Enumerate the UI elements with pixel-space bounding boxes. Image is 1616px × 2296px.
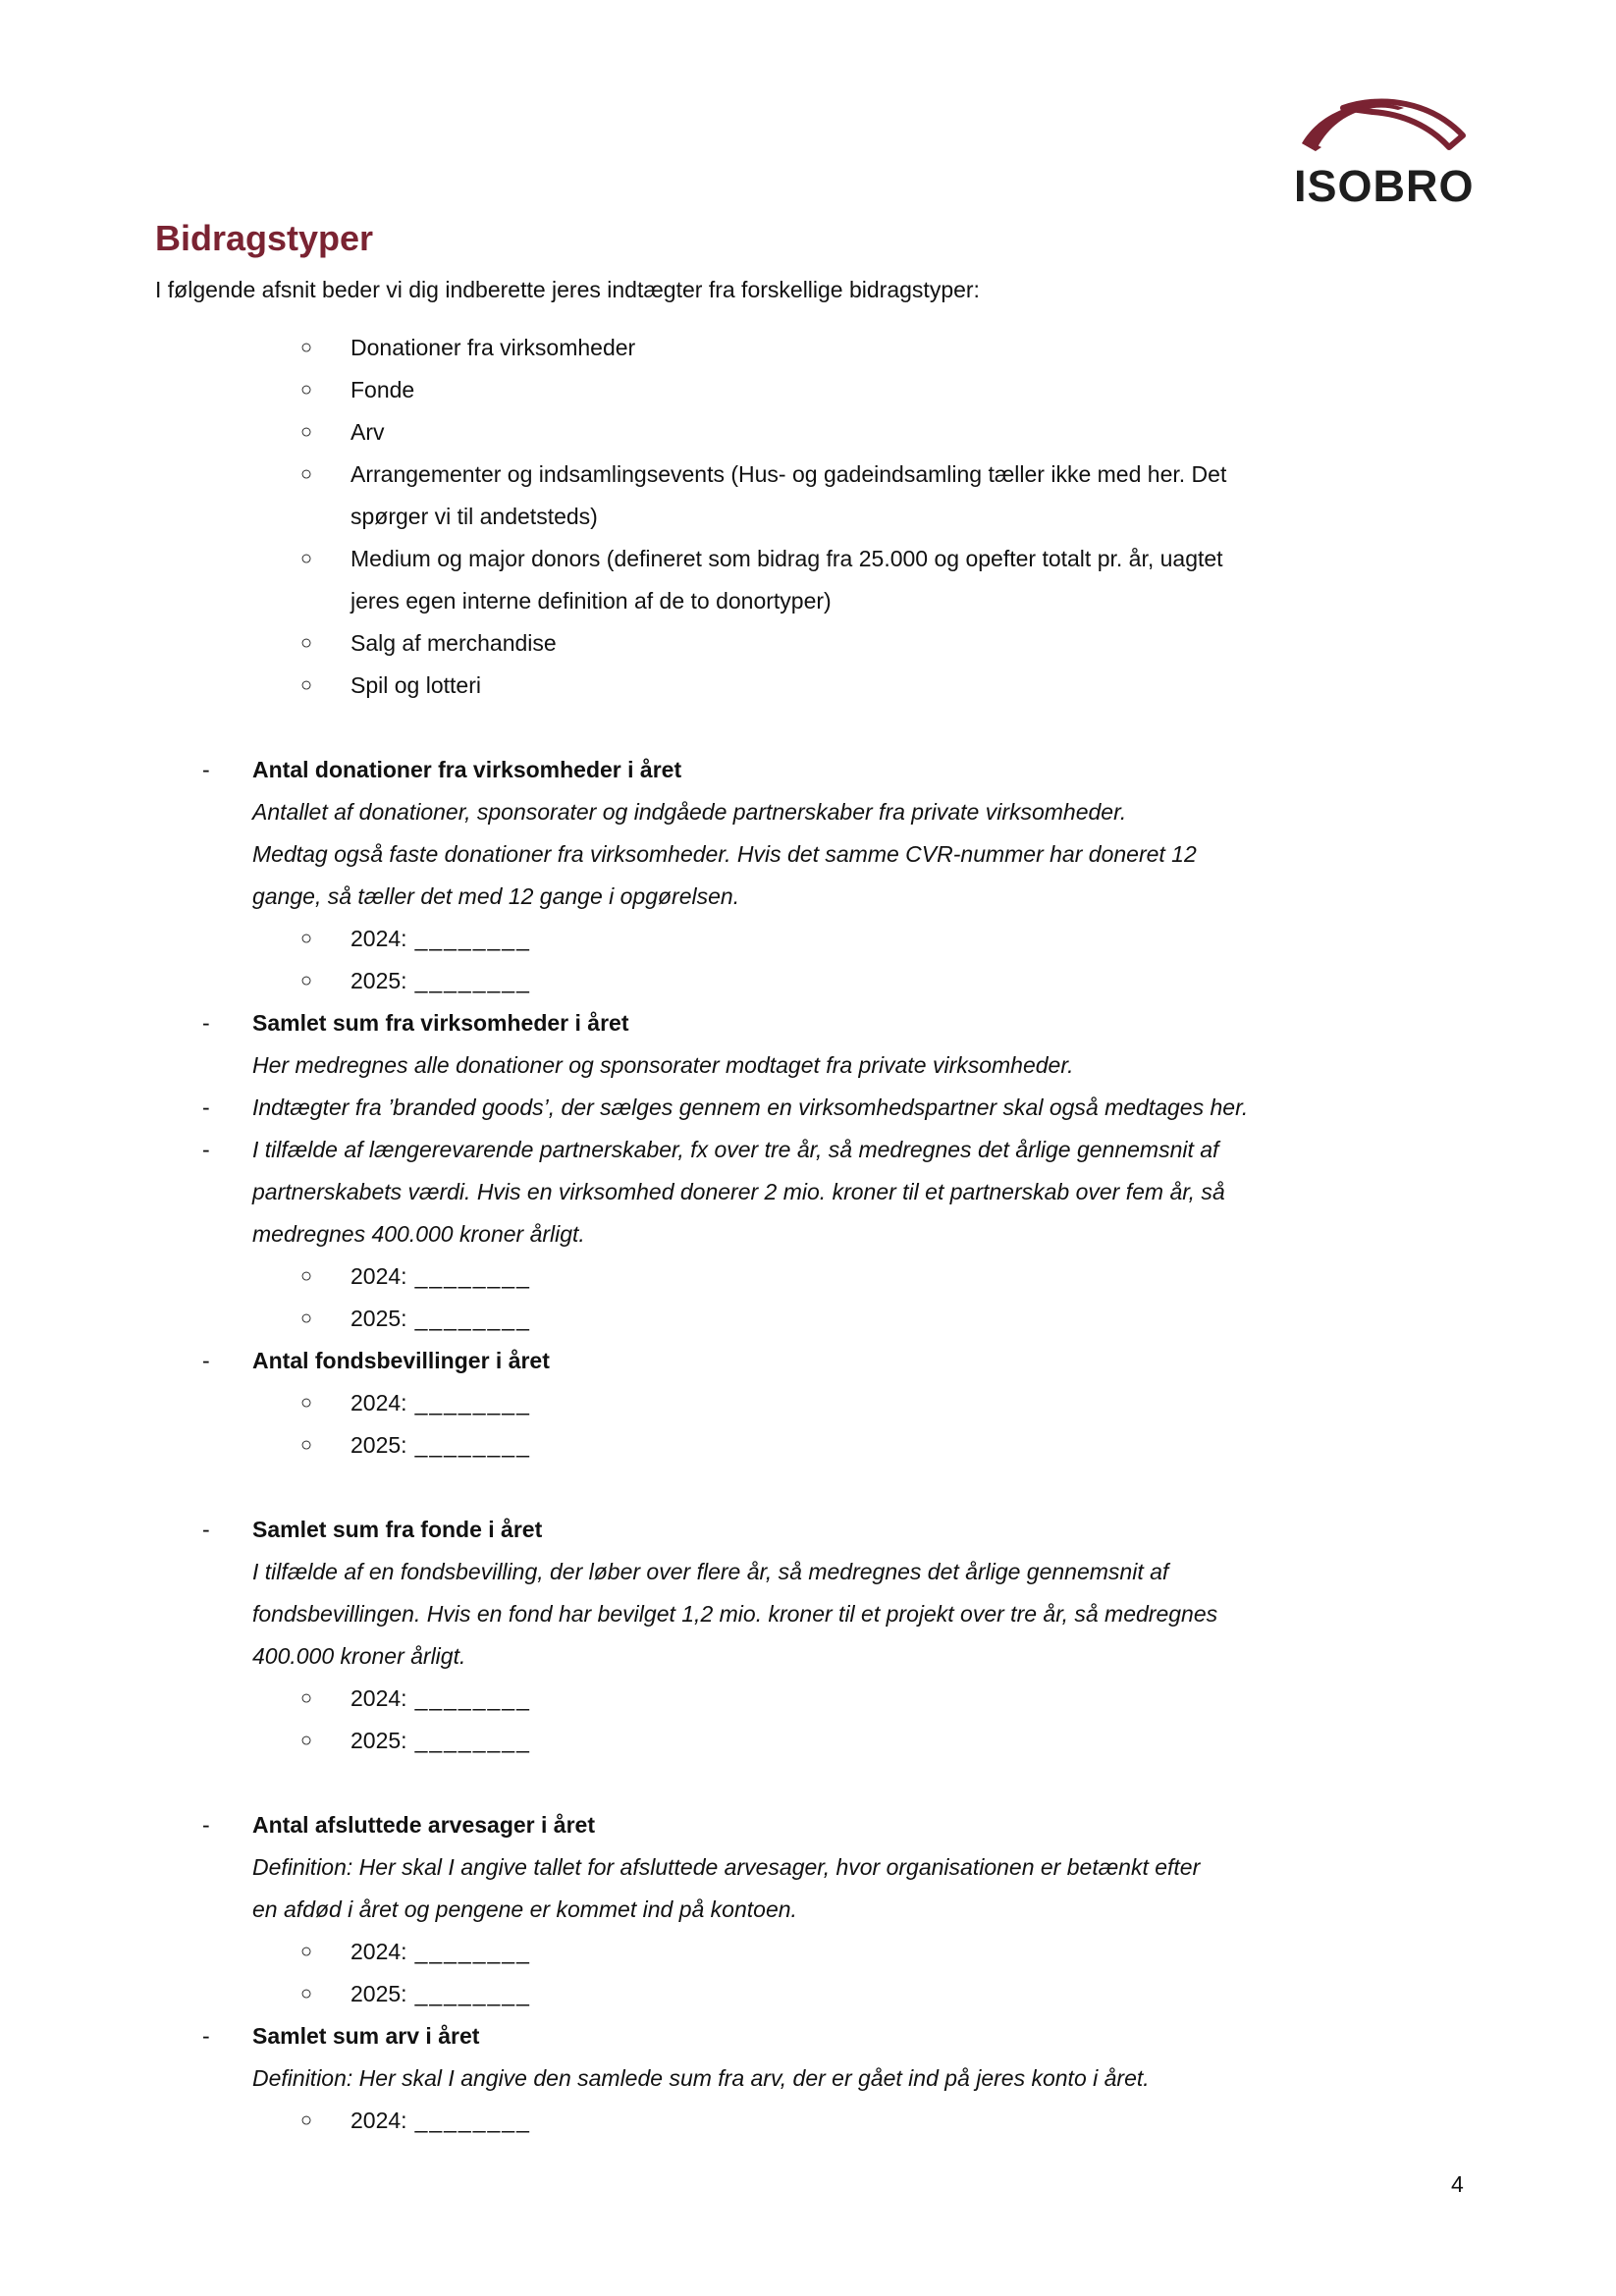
line-content (350, 1382, 531, 1424)
line-content (252, 1804, 595, 1846)
circle-bullet-icon: ○ (300, 1265, 313, 1287)
line-text: Samlet sum fra virksomheder i året (252, 1010, 629, 1036)
list-item (0, 1171, 1616, 1213)
line-text: Antal afsluttede arvesager i året (252, 1812, 595, 1838)
list-item (0, 496, 1616, 538)
arch-icon (1294, 96, 1469, 165)
answer-blank[interactable]: ________ (414, 1685, 531, 1711)
answer-blank[interactable]: ________ (414, 1390, 531, 1415)
list-item (0, 833, 1616, 876)
line-text: 400.000 kroner årligt. (252, 1643, 466, 1669)
answer-blank[interactable]: ________ (414, 1263, 531, 1289)
question-heading (0, 1804, 1616, 1846)
year-field-row (0, 1678, 1616, 1720)
line-content (350, 580, 832, 622)
year-label: 2024: (350, 1390, 407, 1415)
list-item (0, 454, 1616, 496)
intro-paragraph: I følgende afsnit beder vi dig indberette jeres indtægter fra forskellige bidragstyper: (155, 277, 980, 302)
line-content (252, 1002, 629, 1044)
line-text: fondsbevillingen. Hvis en fond har bevilget 1,2 mio. kroner til et projekt over tre år, så medregnes (252, 1601, 1218, 1627)
list-item (0, 369, 1616, 411)
line-content (350, 1298, 531, 1340)
line-content (252, 1340, 550, 1382)
line-content (350, 411, 385, 454)
line-text: Medtag også faste donationer fra virksomheder. Hvis det samme CVR-nummer har doneret 12 (252, 841, 1197, 867)
line-text: Samlet sum fra fonde i året (252, 1517, 543, 1542)
list-item (0, 1129, 1616, 1171)
circle-bullet-icon: ○ (300, 1941, 313, 1962)
line-content (252, 1044, 1074, 1087)
line-content (350, 496, 598, 538)
line-text: I tilfælde af en fondsbevilling, der løber over flere år, så medregnes det årlige gennemsnit af (252, 1559, 1169, 1584)
line-content (350, 454, 1226, 496)
answer-blank[interactable]: ________ (414, 1306, 531, 1331)
line-content (350, 1678, 531, 1720)
list-item (0, 1635, 1616, 1678)
circle-bullet-icon: ○ (300, 1308, 313, 1329)
answer-blank[interactable]: ________ (414, 2108, 531, 2133)
year-field-row (0, 2100, 1616, 2142)
year-label: 2025: (350, 1306, 407, 1331)
line-text: Antallet af donationer, sponsorater og indgåede partnerskaber fra private virksomheder. (252, 799, 1127, 825)
year-field-row (0, 918, 1616, 960)
line-content (252, 1087, 1248, 1129)
year-field-row (0, 1255, 1616, 1298)
line-content (350, 1424, 531, 1467)
line-content (350, 622, 557, 665)
circle-bullet-icon: ○ (300, 632, 313, 654)
line-content (252, 1551, 1168, 1593)
year-label: 2024: (350, 1685, 407, 1711)
blank-line (0, 707, 1616, 749)
line-content (252, 1509, 542, 1551)
answer-blank[interactable]: ________ (414, 1939, 531, 1964)
list-item (0, 791, 1616, 833)
line-text: jeres egen interne definition af de to donortyper) (350, 588, 832, 614)
circle-bullet-icon: ○ (300, 379, 313, 400)
line-content (350, 1255, 531, 1298)
line-content (350, 918, 531, 960)
line-content (252, 833, 1197, 876)
year-field-row (0, 1720, 1616, 1762)
year-label: 2024: (350, 1263, 407, 1289)
line-text: Fonde (350, 377, 415, 402)
dash-bullet-icon: - (202, 757, 210, 782)
line-text: Indtægter fra ’branded goods’, der sælges gennem en virksomhedspartner skal også medtages her. (252, 1095, 1249, 1120)
line-text: medregnes 400.000 kroner årligt. (252, 1221, 585, 1247)
list-item (0, 1846, 1616, 1889)
year-field-row (0, 1424, 1616, 1467)
line-text: spørger vi til andetsteds) (350, 504, 598, 529)
circle-bullet-icon: ○ (300, 463, 313, 485)
page-number: 4 (1451, 2171, 1464, 2197)
circle-bullet-icon: ○ (300, 928, 313, 949)
dash-bullet-icon: - (202, 1348, 210, 1373)
line-content (252, 1129, 1218, 1171)
list-item (0, 538, 1616, 580)
line-content (350, 327, 635, 369)
line-text: gange, så tæller det med 12 gange i opgørelsen. (252, 883, 740, 909)
line-text: I tilfælde af længerevarende partnerskaber, fx over tre år, så medregnes det årlige gennemsnit af (252, 1137, 1219, 1162)
list-item (0, 1889, 1616, 1931)
list-item (0, 1087, 1616, 1129)
line-content (252, 749, 681, 791)
list-item (0, 1551, 1616, 1593)
line-content (252, 1635, 465, 1678)
year-label: 2024: (350, 1939, 407, 1964)
line-text: partnerskabets værdi. Hvis en virksomhed donerer 2 mio. kroner til et partnerskab over fem år, så (252, 1179, 1225, 1204)
line-text: Medium og major donors (defineret som bidrag fra 25.000 og opefter totalt pr. år, uagtet (350, 546, 1223, 571)
list-item (0, 411, 1616, 454)
line-content (350, 1720, 531, 1762)
year-field-row (0, 1931, 1616, 1973)
line-content (252, 1213, 585, 1255)
line-text: Salg af merchandise (350, 630, 557, 656)
list-item (0, 1044, 1616, 1087)
line-content (252, 791, 1126, 833)
answer-blank[interactable]: ________ (414, 926, 531, 951)
year-field-row (0, 960, 1616, 1002)
question-heading (0, 749, 1616, 791)
circle-bullet-icon: ○ (300, 2109, 313, 2131)
line-text: Antal fondsbevillinger i året (252, 1348, 550, 1373)
answer-blank[interactable]: ________ (414, 968, 531, 993)
answer-blank[interactable]: ________ (414, 1981, 531, 2006)
answer-blank[interactable]: ________ (414, 1728, 531, 1753)
line-content (252, 1171, 1225, 1213)
list-item (0, 876, 1616, 918)
logo-wordmark: ISOBRO (1294, 161, 1475, 211)
line-content (252, 1889, 797, 1931)
answer-blank[interactable]: ________ (414, 1432, 531, 1458)
circle-bullet-icon: ○ (300, 337, 313, 358)
circle-bullet-icon: ○ (300, 1983, 313, 2004)
year-field-row (0, 1973, 1616, 2015)
year-label: 2025: (350, 1728, 407, 1753)
line-content (350, 665, 481, 707)
dash-bullet-icon: - (202, 1517, 210, 1542)
question-heading (0, 1509, 1616, 1551)
line-content (350, 960, 531, 1002)
line-text: Antal donationer fra virksomheder i året (252, 757, 682, 782)
line-text: Samlet sum arv i året (252, 2023, 480, 2049)
line-text: Spil og lotteri (350, 672, 481, 698)
line-content (350, 1931, 531, 1973)
circle-bullet-icon: ○ (300, 1434, 313, 1456)
line-content (252, 2057, 1150, 2100)
line-content (252, 1593, 1217, 1635)
list-item (0, 665, 1616, 707)
circle-bullet-icon: ○ (300, 1687, 313, 1709)
list-item (0, 622, 1616, 665)
line-content (252, 1846, 1200, 1889)
circle-bullet-icon: ○ (300, 421, 313, 443)
year-label: 2025: (350, 968, 407, 993)
line-content (252, 2015, 479, 2057)
line-text: Definition: Her skal I angive den samlede sum fra arv, der er gået ind på jeres konto i året. (252, 2065, 1150, 2091)
circle-bullet-icon: ○ (300, 674, 313, 696)
year-field-row (0, 1298, 1616, 1340)
circle-bullet-icon: ○ (300, 970, 313, 991)
line-text: Arrangementer og indsamlingsevents (Hus- og gadeindsamling tæller ikke med her. Det (350, 461, 1227, 487)
list-item (0, 327, 1616, 369)
line-content (350, 538, 1223, 580)
isobro-logo (1294, 96, 1475, 211)
document-body (0, 327, 1616, 2142)
question-heading (0, 1002, 1616, 1044)
line-content (252, 876, 739, 918)
year-label: 2024: (350, 926, 407, 951)
dash-bullet-icon: - (202, 2023, 210, 2049)
line-text: Donationer fra virksomheder (350, 335, 636, 360)
blank-line (0, 1467, 1616, 1509)
blank-line (0, 1762, 1616, 1804)
dash-bullet-icon: - (202, 1095, 210, 1120)
dash-bullet-icon: - (202, 1137, 210, 1162)
question-heading (0, 2015, 1616, 2057)
year-label: 2025: (350, 1981, 407, 2006)
section-heading: Bidragstyper (155, 218, 374, 258)
dash-bullet-icon: - (202, 1010, 210, 1036)
line-text: Definition: Her skal I angive tallet for afsluttede arvesager, hvor organisationen er betænkt efter (252, 1854, 1201, 1880)
line-text: Arv (350, 419, 385, 445)
line-content (350, 1973, 531, 2015)
line-text: en afdød i året og pengene er kommet ind på kontoen. (252, 1896, 797, 1922)
list-item (0, 2057, 1616, 2100)
list-item (0, 580, 1616, 622)
circle-bullet-icon: ○ (300, 548, 313, 569)
line-content (350, 369, 414, 411)
dash-bullet-icon: - (202, 1812, 210, 1838)
question-heading (0, 1340, 1616, 1382)
list-item (0, 1593, 1616, 1635)
year-label: 2024: (350, 2108, 407, 2133)
circle-bullet-icon: ○ (300, 1730, 313, 1751)
line-text: Her medregnes alle donationer og sponsorater modtaget fra private virksomheder. (252, 1052, 1074, 1078)
list-item (0, 1213, 1616, 1255)
line-content (350, 2100, 531, 2142)
year-label: 2025: (350, 1432, 407, 1458)
circle-bullet-icon: ○ (300, 1392, 313, 1414)
year-field-row (0, 1382, 1616, 1424)
